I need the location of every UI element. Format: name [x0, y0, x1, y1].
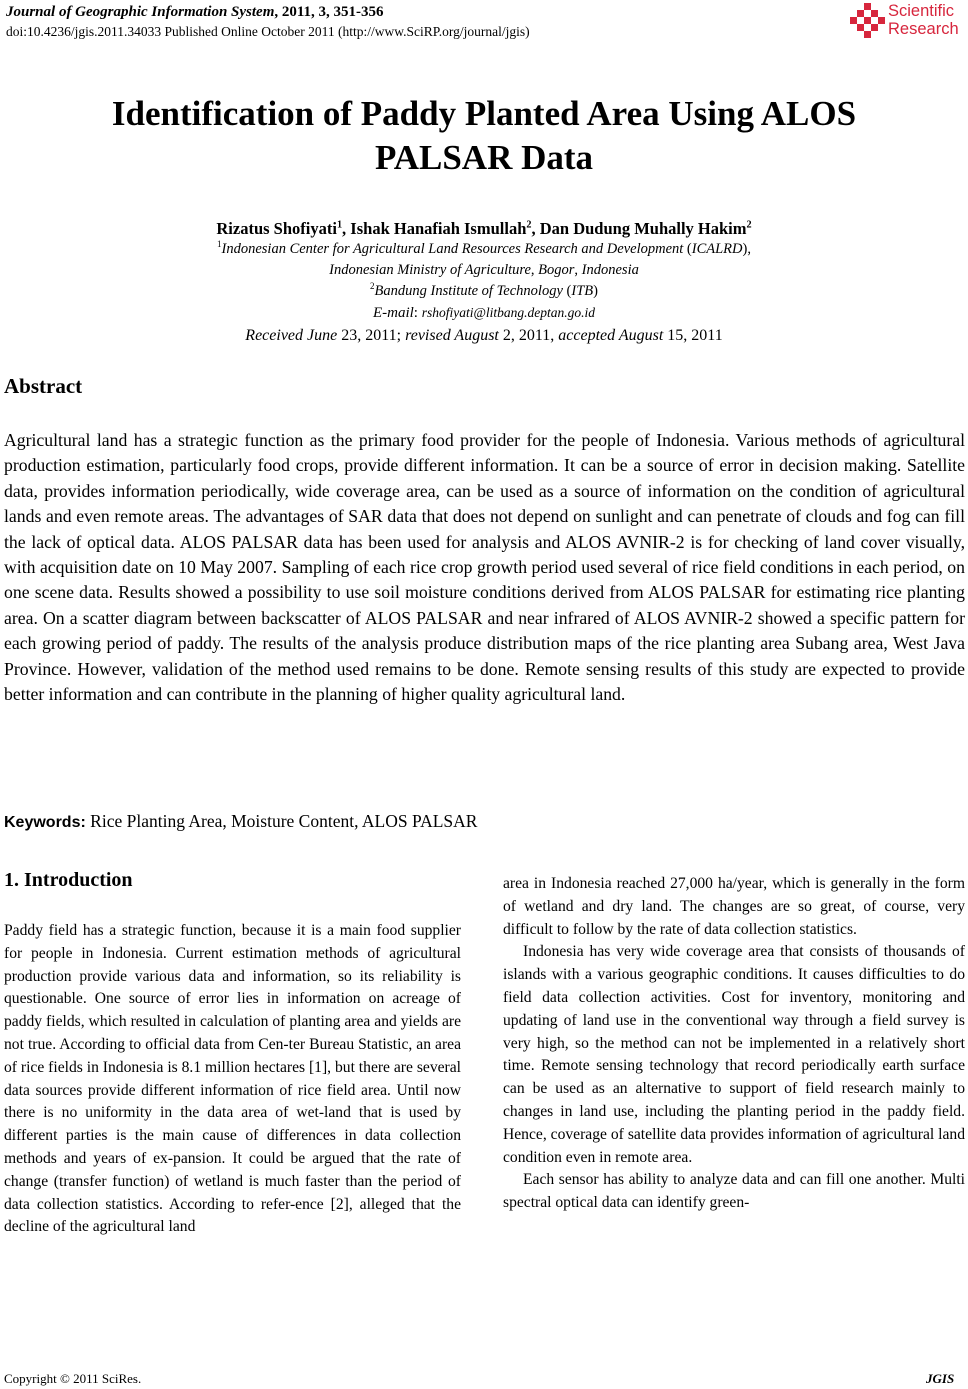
received-label: Received June	[245, 327, 338, 344]
right-column	[503, 873, 965, 1215]
journal-citation: , 2011, 3, 351-356	[274, 4, 384, 20]
affiliation-punct: )	[593, 283, 598, 299]
affiliation-text: Indonesian Center for Agricultural Land Resources Research and Development	[221, 241, 684, 257]
paragraph: Indonesia has very wide coverage area that consists of thousands of islands with a various geographic conditions. It causes difficulties to do field data collection activities. Cost for inventory, monitoring and updating of land use in the conventional way through a field survey is very high, so the method can not be implemented in a relatively short time. Remote sensing technology that record periodically earth surface can be used as an alternative to support of field research mainly to changes in land use, including the planting period in the paddy field. Hence, coverage of satellite data provides information of agricultural land condition even in remote area.	[503, 943, 965, 1166]
email-label: E-mail	[372, 305, 414, 321]
author-name: Rizatus Shofiyati	[216, 219, 337, 238]
journal-header	[6, 4, 384, 21]
footer-copyright: Copyright © 2011 SciRes.	[4, 1371, 142, 1386]
affiliation-abbr: ITB	[571, 283, 594, 299]
doi-line: doi:10.4236/jgis.2011.34033 Published Online October 2011 (http://www.SciRP.org/journal/jgis)	[6, 24, 530, 39]
email-colon: :	[413, 305, 422, 321]
author-separator: ,	[531, 219, 540, 238]
email-address[interactable]: rshofiyati@litbang.deptan.go.id	[421, 305, 596, 320]
logo-text-line1: Scientific	[888, 2, 955, 20]
paragraph: Each sensor has ability to analyze data and can fill one another. Multi spectral optical data can identify green-	[503, 1171, 965, 1212]
title-line2: PALSAR Data	[374, 138, 594, 177]
author-affiliation-mark: 1	[336, 219, 343, 231]
affiliation-punct: (	[562, 283, 572, 299]
paragraph: area in Indonesia reached 27,000 ha/year, which is generally in the form of wetland and dry land. The changes are so great, of course, very difficult to follow by the rate of data collection statistics.	[503, 875, 965, 938]
affiliation-abbr: ICALRD	[691, 241, 743, 257]
affiliation-2	[0, 283, 968, 300]
affiliation-punct: ),	[742, 241, 751, 257]
title-line1: Identification of Paddy Planted Area Using ALOS	[111, 94, 857, 133]
received-value: 23, 2011;	[337, 327, 406, 344]
author-list	[0, 219, 968, 239]
scirp-cube-icon	[850, 3, 886, 41]
author-name: Dan Dudung Muhally Hakim	[539, 219, 747, 238]
dates-line	[0, 327, 968, 345]
abstract-text: Agricultural land has a strategic function as the primary food provider for the people of Indonesia. Various methods of agricultural production estimation, particularly food crops, provide different information. It can be a source of error in decision making. Satellite data, provides information periodically, wide coverage area, can be used as a source of information on the condition of agricultural lands and even remote areas. The advantages of SAR data that does not depend on sunlight and can penetrate of clouds and fog can fill the lack of optical data. ALOS PALSAR data has been used for analysis and ALOS AVNIR-2 is for checking of land cover visually, with acquisition date on 10 May 2007. Sampling of each rice crop growth period used several of rice field conditions in each period, on one scene data. Results showed a possibility to use soil moisture conditions derived from ALOS PALSAR for estimating rice planting area. On a scatter diagram between backscatter of ALOS PALSAR and near infrared of ALOS AVNIR-2 showed a specific pattern for each growing period of paddy. The results of the analysis produce distribution maps of the rice planting area Subang area, West Java Province. However, validation of the method used remains to be done. Remote sensing results of this study are expected to provide better information and can contribute in the planning of higher quality agricultural land.	[4, 430, 965, 705]
affiliation-text: Indonesia	[581, 262, 639, 278]
revised-value: 2, 2011,	[498, 327, 559, 344]
keywords-text: Rice Planting Area, Moisture Content, ALOS PALSAR	[85, 811, 478, 831]
affiliation-text: Bogor	[538, 262, 575, 278]
accepted-value: 15, 2011	[663, 327, 723, 344]
paper-title	[0, 92, 968, 180]
paragraph: Paddy field has a strategic function, because it is a main food supplier for people in Indonesia. Current estimation methods of agricultural production provide various data and information, so its reliability is questionable. One source of error lies in information on acreage of paddy fields, which resulted in calculation of planting area and yields are not true. According to official data from Cen-ter Bureau Statistic, an area of rice fields in Indonesia is 8.1 million hectares [1], but there are several data sources provide different information of rice field area. Until now there is no uniformity in the data area of wet-land that is used by different parties is the main cause of differences in data collection methods and years of ex-pansion. It could be argued that the rate of change (transfer function) of wetland is much faster than the period of data collection statistics. According to refer-ence [2], alleged that the decline of the agricultural land	[4, 922, 461, 1236]
section-heading-introduction: 1. Introduction	[4, 869, 133, 891]
affiliation-text: Bandung Institute of Technology	[374, 283, 563, 299]
accepted-label: accepted August	[558, 327, 664, 344]
affiliation-mark: 1	[217, 239, 222, 250]
affiliation-punct: ,	[574, 262, 582, 278]
affiliation-1-line2	[0, 262, 968, 279]
publisher-logo[interactable]	[850, 0, 968, 44]
journal-name: Journal of Geographic Information System	[6, 4, 275, 20]
affiliation-text: Indonesian Ministry of Agriculture	[329, 262, 531, 278]
revised-label: revised August	[405, 327, 499, 344]
abstract-heading: Abstract	[4, 374, 83, 398]
author-separator: ,	[342, 219, 351, 238]
affiliation-punct: ,	[530, 262, 539, 278]
author-name: Ishak Hanafiah Ismullah	[350, 219, 527, 238]
left-column	[4, 920, 461, 1239]
logo-text-line2: Research	[888, 20, 959, 38]
affiliation-punct: (	[683, 241, 692, 257]
keywords-line	[4, 811, 477, 832]
author-affiliation-mark: 2	[746, 219, 752, 231]
email-line	[0, 305, 968, 322]
keywords-label: Keywords:	[4, 814, 86, 831]
affiliation-mark: 2	[370, 281, 375, 292]
author-affiliation-mark: 2	[526, 219, 532, 231]
footer-journal-abbr: JGIS	[926, 1371, 955, 1386]
affiliation-1-line1	[0, 241, 968, 258]
